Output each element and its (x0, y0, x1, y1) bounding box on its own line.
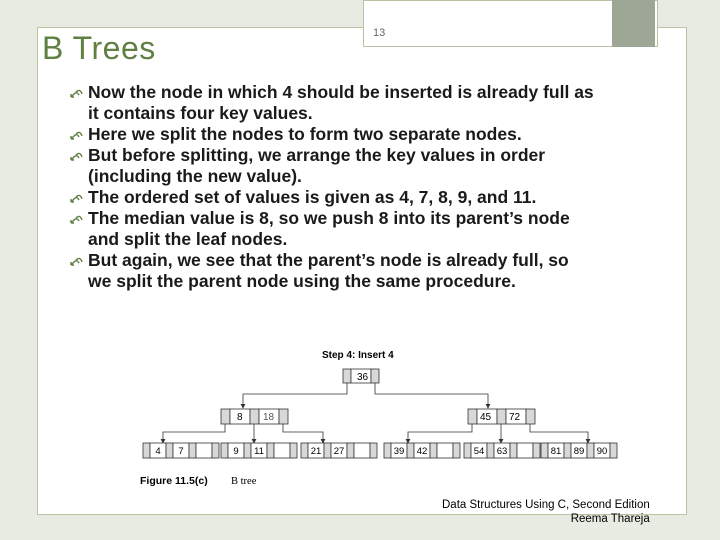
figure-label: Figure 11.5(c) (140, 475, 208, 487)
internal-key: 72 (509, 412, 521, 423)
b-tree-diagram (138, 346, 638, 496)
pointer-cell (510, 443, 517, 458)
bullet-line: Now the node in which 4 should be inserted is already full as (88, 82, 594, 102)
slide-title: B Trees (42, 30, 156, 66)
corner-decoration (612, 0, 655, 47)
bullet-line: and split the leaf nodes. (88, 229, 288, 249)
figure-desc: B tree (231, 476, 257, 487)
pointer-cell (221, 443, 228, 458)
wifi-arrow-bullet-icon (70, 150, 84, 161)
pointer-cell (267, 443, 274, 458)
leaf-node (143, 443, 219, 458)
pointer-cell (166, 443, 173, 458)
pointer-cell (407, 443, 414, 458)
bullet-item (70, 250, 680, 292)
bullet-item (70, 187, 680, 208)
pointer-cell (244, 443, 251, 458)
pointer-cell (430, 443, 437, 458)
pointer-cell (587, 443, 594, 458)
bullet-line: The median value is 8, so we push 8 into its parent’s node (88, 208, 570, 228)
leaf-node (221, 443, 297, 458)
slide-number: 13 (373, 27, 386, 39)
pointer-cell (370, 443, 377, 458)
pointer-cell (541, 443, 548, 458)
leaf-key: 39 (393, 446, 405, 457)
edge (530, 424, 588, 443)
pointer-cell (453, 443, 460, 458)
pointer-cell (487, 443, 494, 458)
leaf-key: 63 (496, 446, 508, 457)
pointer-cell (564, 443, 571, 458)
leaf-key: 90 (596, 446, 608, 457)
edge (163, 424, 225, 443)
wifi-arrow-bullet-icon (70, 87, 84, 98)
right-internal-node (468, 409, 535, 424)
key-cell (354, 443, 370, 458)
book-title: Data Structures Using C, Second Edition (442, 499, 650, 511)
key-cell (517, 443, 533, 458)
left-internal-node (221, 409, 288, 424)
leaf-key: 42 (416, 446, 428, 457)
pointer-cell (143, 443, 150, 458)
bullet-line: The ordered set of values is given as 4, 7, 8, 9, and 11. (88, 187, 537, 207)
edge (243, 383, 347, 408)
edge (283, 424, 323, 443)
bullet-line: But again, we see that the parent’s node is already full, so (88, 250, 569, 270)
bullet-line: it contains four key values. (88, 103, 313, 123)
leaf-node (541, 443, 617, 458)
bullet-item (70, 82, 680, 124)
wifi-arrow-bullet-icon (70, 255, 84, 266)
pointer-cell (324, 443, 331, 458)
leaf-row (143, 443, 617, 458)
wifi-arrow-bullet-icon (70, 129, 84, 140)
root-key: 36 (357, 372, 369, 383)
leaf-key: 11 (254, 446, 264, 457)
edge (375, 383, 488, 408)
bullet-line: we split the parent node using the same procedure. (88, 271, 516, 291)
bullet-line: (including the new value). (88, 166, 302, 186)
leaf-key: 27 (333, 446, 345, 457)
leaf-node (464, 443, 540, 458)
key-cell (274, 443, 290, 458)
bullet-item (70, 124, 680, 145)
internal-key: 45 (480, 412, 492, 423)
pointer-cell (290, 443, 297, 458)
author-name: Reema Thareja (570, 513, 650, 525)
bullet-item (70, 145, 680, 187)
pointer-cell (610, 443, 617, 458)
bullet-item (70, 208, 680, 250)
pointer-cell (212, 443, 219, 458)
leaf-key: 81 (550, 446, 562, 457)
bullet-list (70, 82, 680, 292)
leaf-node (301, 443, 377, 458)
pointer-cell (301, 443, 308, 458)
wifi-arrow-bullet-icon (70, 213, 84, 224)
leaf-key: 4 (155, 446, 161, 457)
pointer-cell (347, 443, 354, 458)
internal-key: 18 (263, 412, 275, 423)
pointer-cell (384, 443, 391, 458)
edge (408, 424, 472, 443)
pointer-cell (533, 443, 540, 458)
bullet-line: Here we split the nodes to form two separate nodes. (88, 124, 522, 144)
leaf-key: 54 (473, 446, 485, 457)
leaf-key: 89 (573, 446, 585, 457)
key-cell (196, 443, 212, 458)
wifi-arrow-bullet-icon (70, 192, 84, 203)
source-caption (442, 498, 650, 526)
leaf-key: 7 (178, 446, 184, 457)
pointer-cell (189, 443, 196, 458)
leaf-key: 21 (310, 446, 322, 457)
pointer-cell (464, 443, 471, 458)
bullet-line: But before splitting, we arrange the key values in order (88, 145, 546, 165)
root-node (343, 369, 379, 383)
key-cell (437, 443, 453, 458)
leaf-node (384, 443, 460, 458)
step-label: Step 4: Insert 4 (322, 350, 394, 361)
leaf-key: 9 (233, 446, 239, 457)
internal-key: 8 (237, 412, 243, 423)
